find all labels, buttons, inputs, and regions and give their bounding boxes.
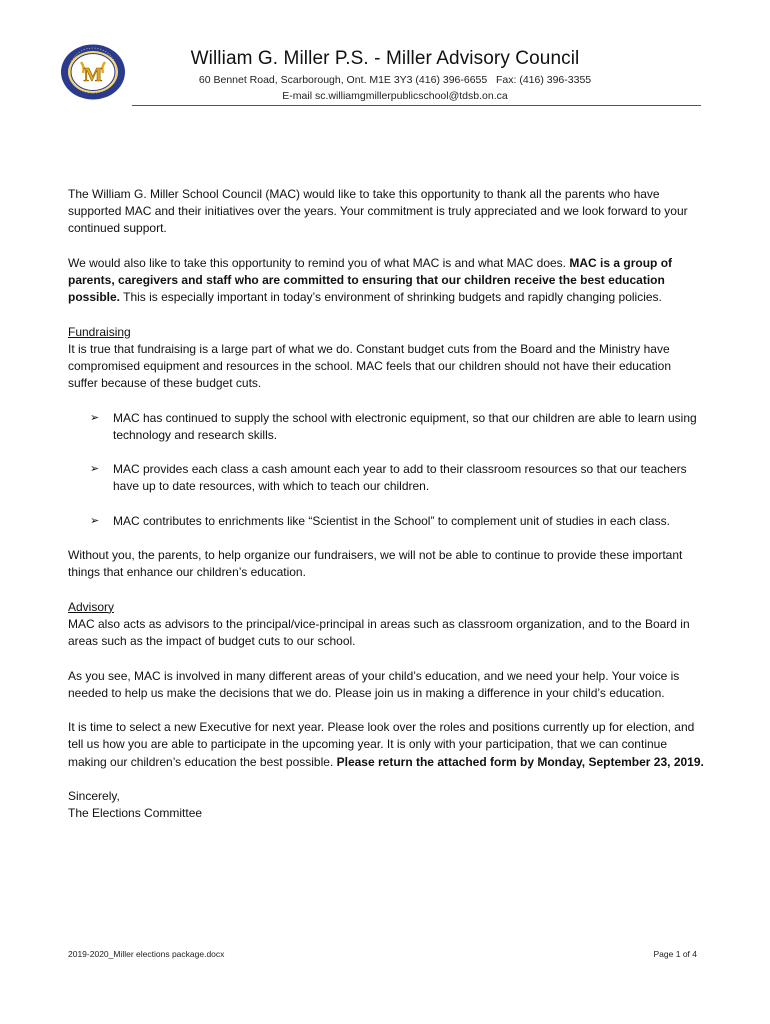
without-you-paragraph: Without you, the parents, to help organize our fundraisers, we will not be able to continue to provide these important things that enhance our children’s education. [68,548,683,580]
letterhead-address: 60 Bennet Road, Scarborough, Ont. M1E 3Y3 (416) 396-6655 Fax: (416) 396-3355 [198,74,592,86]
svg-text:M: M [83,64,103,86]
list-item: ➢ MAC contributes to enrichments like “Scientist in the School” to complement unit of studies in each class. [68,513,704,530]
intro-paragraph: The William G. Miller School Council (MAC) would like to take this opportunity to thank all the parents who have supported MAC and their initiatives over the years. Your commitment is truly appreciated and we look forward to your continued support. [68,187,688,236]
signature: The Elections Committee [68,806,203,821]
mac-description-paragraph: We would also like to take this opportunity to remind you of what MAC is and what MAC does. MAC is a group of parents, caregivers and staff who are committed to ensuring that our children receive the best education possible. This is especially important in today’s environment of shrinking budgets and rapidly changing policies. [68,255,673,305]
arrow-bullet-icon: ➢ [90,514,100,527]
footer-page-number: Page 1 of 4 [653,949,697,959]
school-crest-icon [59,43,127,101]
mac-definition: MAC is a group of parents, caregivers and staff who are committed to ensuring that our children receive the best education possible. [68,255,673,305]
footer-filename: 2019-2020_Miller elections package.docx [68,949,225,959]
advisory-heading: Advisory [68,599,115,614]
fundraising-heading: Fundraising [68,324,131,339]
arrow-bullet-icon: ➢ [90,411,100,424]
letterhead-email: E-mail sc.williamgmillerpublicschool@tdsb.on.ca [282,90,508,102]
arrow-bullet-icon: ➢ [90,463,100,476]
letterhead-divider [132,105,701,106]
fundraising-bullet-list [68,410,704,530]
help-paragraph: As you see, MAC is involved in many different areas of your child’s education, and we need your help. Your voice is needed to help us make the decisions that we do. Please join us in making a difference in your child’s education. [68,668,680,700]
letter-body [68,186,704,822]
list-item: ➢ MAC provides each class a cash amount each year to add to their classroom resources so that our teachers have up to date resources, with which to teach our children. [90,462,687,494]
list-item: ➢ MAC has continued to supply the school with electronic equipment, so that our children are able to learn using technology and research skills. [90,410,697,442]
closing-salutation: Sincerely, [68,788,120,803]
fundraising-paragraph: It is true that fundraising is a large part of what we do. Constant budget cuts from the Board and the Ministry have compromised equipment and resources in the school. MAC feels that our children should not have their education suffer because of these budget cuts. [68,341,672,391]
school-logo [59,43,127,101]
election-paragraph: It is time to select a new Executive for next year. Please look over the roles and positions currently up for election, and tell us how you are able to participate in the upcoming year. It is only with your participation, that we can continue making our children’s education the best possible. Please return the attached form by Monday, September 23, 2019. [68,720,704,769]
letterhead-title: William G. Miller P.S. - Miller Advisory Council [190,48,580,69]
advisory-paragraph: MAC also acts as advisors to the principal/vice-principal in areas such as classroom organization, and to the Board in areas such as the impact of budget cuts to our school. [68,616,690,649]
return-deadline: Please return the attached form by Monday, September 23, 2019. [336,754,704,769]
